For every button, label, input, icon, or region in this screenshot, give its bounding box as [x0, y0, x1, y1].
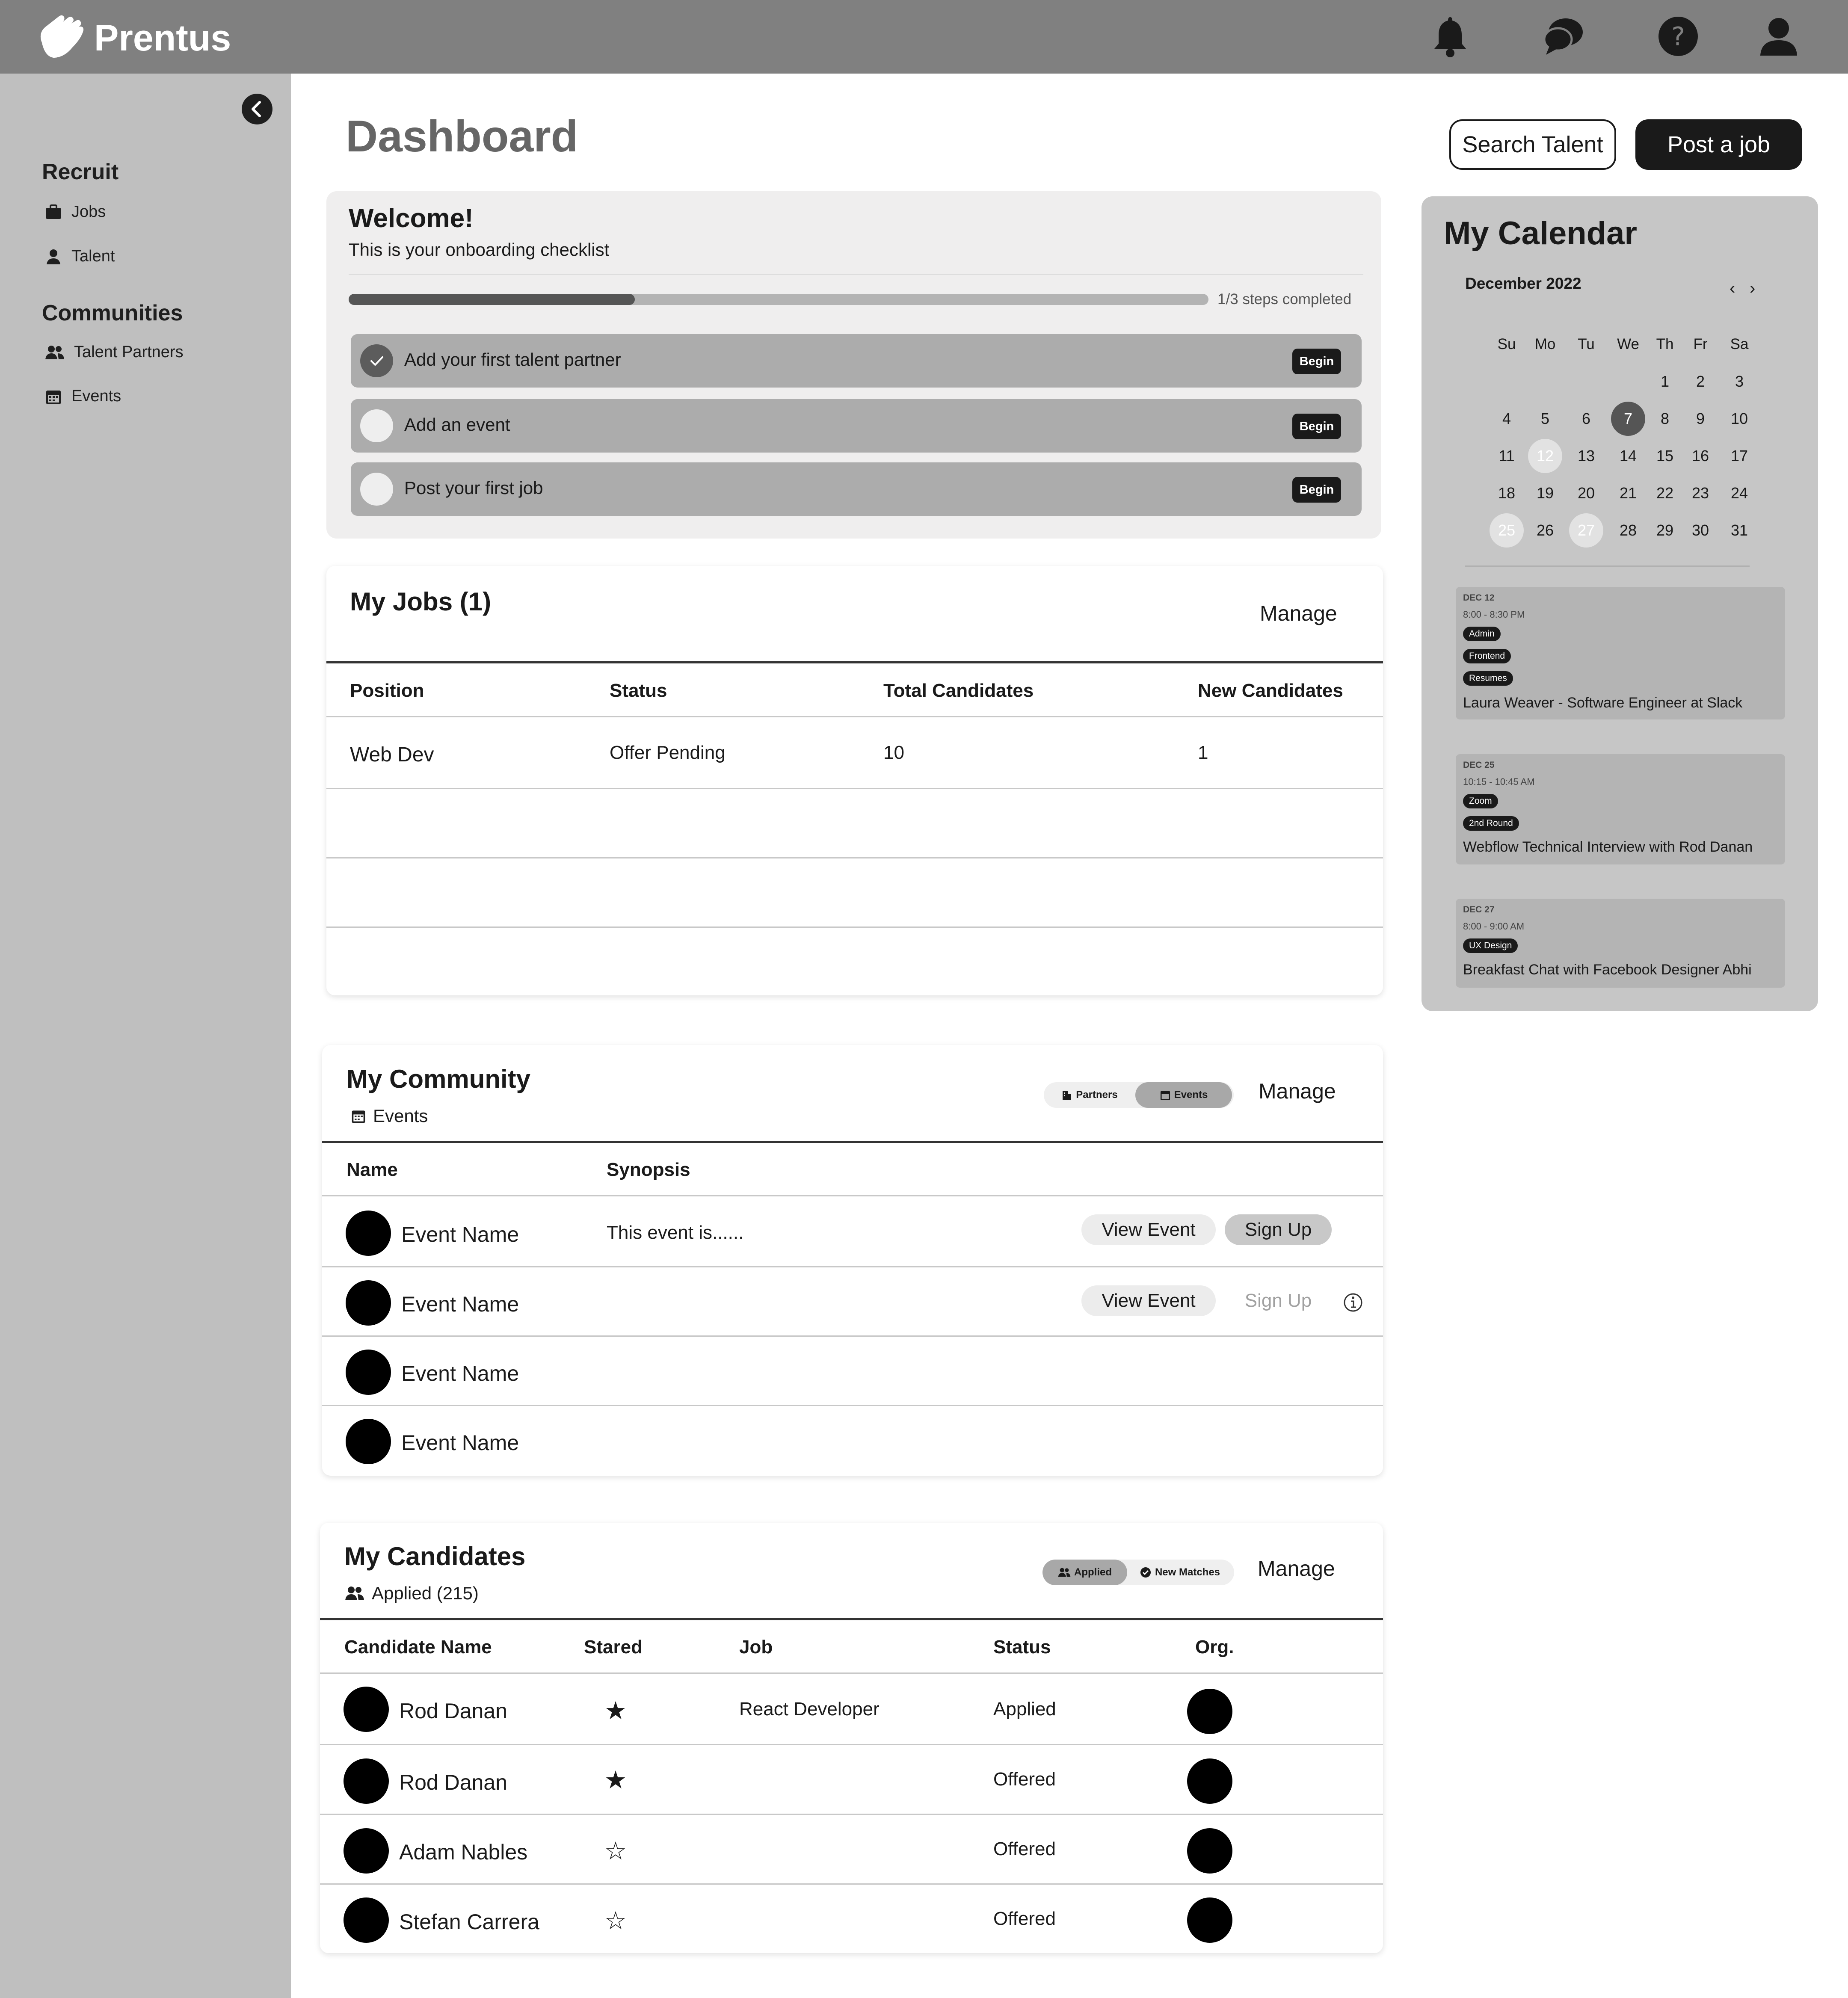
table-row[interactable]: [326, 717, 1383, 788]
candidate-name[interactable]: Rod Danan: [399, 1770, 507, 1794]
view-event-button[interactable]: View Event: [1081, 1285, 1216, 1316]
star-outline-icon[interactable]: ☆: [604, 1837, 627, 1865]
table-row[interactable]: [322, 1337, 1383, 1405]
toggle-events[interactable]: Events: [1135, 1082, 1232, 1108]
calendar-day[interactable]: 3: [1735, 373, 1744, 390]
column-header: Total Candidates: [883, 680, 1034, 701]
column-header: New Candidates: [1198, 680, 1343, 701]
candidate-avatar: [344, 1897, 389, 1943]
table-row[interactable]: [320, 1745, 1383, 1814]
calendar-event[interactable]: [1456, 899, 1785, 988]
calendar-day[interactable]: 25: [1490, 513, 1524, 548]
org-logo: [1187, 1828, 1232, 1874]
sidebar-item-label: Jobs: [71, 203, 106, 221]
divider: [322, 1141, 1383, 1143]
weekday-label: Mo: [1534, 336, 1556, 352]
step-label: Add an event: [404, 414, 510, 435]
sidebar-item-talent-partners[interactable]: [45, 343, 184, 361]
building-icon: [1061, 1089, 1072, 1101]
step-label: Post your first job: [404, 478, 543, 498]
chat-icon[interactable]: [1540, 13, 1587, 60]
begin-button[interactable]: Begin: [1292, 414, 1341, 439]
weekday-label: We: [1617, 336, 1639, 352]
event-title: Laura Weaver - Software Engineer at Slack: [1463, 695, 1743, 711]
event-avatar: [346, 1280, 391, 1326]
candidate-status: Offered: [993, 1769, 1056, 1790]
candidate-avatar: [344, 1828, 389, 1874]
svg-text:?: ?: [1671, 22, 1685, 52]
sidebar-heading-recruit: Recruit: [42, 160, 119, 184]
table-row[interactable]: [322, 1406, 1383, 1474]
sign-up-button[interactable]: Sign Up: [1225, 1214, 1332, 1245]
search-talent-button[interactable]: Search Talent: [1449, 119, 1616, 170]
event-time: 10:15 - 10:45 AM: [1463, 776, 1535, 787]
toggle-partners[interactable]: Partners: [1044, 1082, 1135, 1108]
calendar-day[interactable]: 9: [1696, 410, 1705, 427]
progress-bar: [349, 294, 1208, 305]
star-filled-icon[interactable]: ★: [604, 1697, 627, 1725]
checklist-step[interactable]: [351, 462, 1362, 516]
event-name[interactable]: Event Name: [401, 1362, 519, 1385]
calendar-day[interactable]: 11: [1499, 447, 1515, 465]
table-row[interactable]: [320, 1885, 1383, 1952]
candidate-name[interactable]: Adam Nables: [399, 1840, 528, 1864]
calendar-day[interactable]: 24: [1730, 484, 1748, 502]
event-name[interactable]: Event Name: [401, 1292, 519, 1316]
event-synopsis: This event is......: [607, 1222, 744, 1243]
candidates-subtitle-label: Applied (215): [372, 1583, 479, 1603]
column-header: Org.: [1195, 1637, 1234, 1658]
calendar-day[interactable]: 20: [1577, 484, 1595, 502]
job-status: Offer Pending: [610, 742, 726, 763]
community-subtitle: [351, 1106, 428, 1126]
divider: [326, 926, 1383, 928]
begin-button[interactable]: Begin: [1292, 477, 1341, 503]
calendar-day[interactable]: 13: [1577, 447, 1595, 465]
column-header: Stared: [584, 1637, 643, 1658]
calendar-day[interactable]: 15: [1656, 447, 1674, 465]
calendar-day[interactable]: 23: [1691, 484, 1709, 502]
event-tag: 2nd Round: [1463, 816, 1519, 831]
collapse-sidebar-button[interactable]: [242, 94, 272, 124]
weekday-label: Th: [1656, 336, 1674, 352]
calendar-day[interactable]: 12: [1528, 439, 1562, 473]
info-icon[interactable]: [1342, 1292, 1364, 1315]
event-date: DEC 25: [1463, 760, 1495, 770]
step-label: Add your first talent partner: [404, 349, 621, 370]
step-check-circle[interactable]: [360, 473, 393, 506]
check-circle-icon: [1140, 1566, 1152, 1578]
weekday-label: Su: [1497, 336, 1516, 352]
org-logo: [1187, 1897, 1232, 1943]
sidebar: [0, 74, 291, 1998]
toggle-applied[interactable]: Applied: [1042, 1560, 1127, 1585]
event-avatar: [346, 1211, 391, 1256]
table-row[interactable]: [320, 1815, 1383, 1883]
candidate-job: React Developer: [739, 1699, 880, 1720]
calendar-month: December 2022: [1465, 275, 1581, 292]
event-name[interactable]: Event Name: [401, 1222, 519, 1246]
calendar-day[interactable]: 8: [1660, 410, 1670, 427]
next-month-button[interactable]: ›: [1750, 279, 1756, 298]
checklist-step[interactable]: [351, 334, 1362, 388]
app-name[interactable]: Prentus: [94, 18, 231, 59]
people-icon: [45, 344, 65, 361]
prev-month-button[interactable]: ‹: [1730, 279, 1735, 298]
divider: [326, 661, 1383, 663]
candidates-subtitle: [344, 1583, 479, 1604]
calendar-icon: [1160, 1089, 1171, 1101]
bell-icon[interactable]: [1427, 13, 1474, 60]
calendar-day[interactable]: 4: [1502, 410, 1511, 427]
page-title: Dashboard: [346, 112, 578, 161]
calendar-day[interactable]: 22: [1656, 484, 1674, 502]
step-check-circle[interactable]: [360, 409, 393, 442]
community-manage-button[interactable]: Manage: [1259, 1079, 1336, 1103]
calendar-event[interactable]: [1456, 754, 1785, 864]
check-icon: [360, 344, 393, 377]
calendar-day[interactable]: 28: [1619, 521, 1637, 539]
event-title: Breakfast Chat with Facebook Designer Abhi: [1463, 962, 1752, 978]
sidebar-heading-communities: Communities: [42, 301, 183, 326]
event-avatar: [346, 1419, 391, 1464]
weekday-label: Fr: [1693, 336, 1708, 352]
calendar-day[interactable]: 29: [1656, 521, 1674, 539]
column-header: Status: [610, 680, 667, 701]
job-new-candidates: 1: [1198, 742, 1208, 763]
divider: [326, 857, 1383, 858]
people-icon: [344, 1585, 365, 1602]
divider: [326, 788, 1383, 789]
sidebar-item-events[interactable]: [45, 387, 121, 406]
calendar-day[interactable]: 2: [1696, 373, 1705, 390]
event-avatar: [346, 1350, 391, 1395]
calendar-day[interactable]: 27: [1569, 513, 1603, 548]
column-header: Synopsis: [607, 1159, 690, 1180]
table-row[interactable]: [322, 1196, 1383, 1266]
star-filled-icon[interactable]: ★: [604, 1766, 627, 1794]
people-icon: [1058, 1567, 1071, 1578]
candidates-manage-button[interactable]: Manage: [1258, 1557, 1335, 1581]
sidebar-item-talent[interactable]: [45, 247, 115, 266]
chevron-left-icon: [242, 94, 272, 124]
user-icon[interactable]: [1755, 13, 1802, 60]
event-tag: Frontend: [1463, 649, 1511, 663]
calendar-day[interactable]: 1: [1660, 373, 1670, 390]
my-candidates-title: My Candidates: [344, 1542, 526, 1571]
event-date: DEC 12: [1463, 593, 1495, 603]
community-toggle[interactable]: [1044, 1082, 1234, 1108]
calendar-day[interactable]: 10: [1730, 410, 1748, 427]
event-time: 8:00 - 9:00 AM: [1463, 921, 1525, 932]
candidate-name[interactable]: Rod Danan: [399, 1699, 507, 1723]
event-tag: UX Design: [1463, 938, 1518, 953]
view-event-button[interactable]: View Event: [1081, 1214, 1216, 1245]
candidates-toggle[interactable]: [1042, 1560, 1234, 1585]
event-tag: Zoom: [1463, 794, 1498, 808]
my-jobs-title: My Jobs (1): [350, 587, 492, 616]
calendar-day[interactable]: 7: [1611, 402, 1645, 436]
event-tag: Resumes: [1463, 671, 1513, 686]
calendar-icon: [45, 388, 62, 405]
column-header: Status: [993, 1637, 1051, 1658]
calendar-event[interactable]: [1456, 587, 1785, 719]
org-logo: [1187, 1758, 1232, 1804]
divider: [349, 274, 1363, 275]
job-position[interactable]: Web Dev: [350, 743, 434, 766]
calendar-day[interactable]: 14: [1619, 447, 1637, 465]
column-header: Job: [739, 1637, 773, 1658]
calendar-icon: [351, 1108, 366, 1124]
candidate-status: Offered: [993, 1908, 1056, 1929]
event-title: Webflow Technical Interview with Rod Danan: [1463, 839, 1753, 855]
sidebar-item-label: Events: [71, 387, 121, 405]
column-header: Name: [346, 1159, 398, 1180]
onboarding-subtitle: This is your onboarding checklist: [349, 240, 610, 260]
checklist-step[interactable]: [351, 399, 1362, 453]
event-name[interactable]: Event Name: [401, 1431, 519, 1455]
person-icon: [45, 248, 62, 265]
help-icon[interactable]: [1655, 13, 1702, 60]
progress-text: 1/3 steps completed: [1217, 291, 1352, 308]
table-row[interactable]: [322, 1267, 1383, 1335]
calendar-day[interactable]: 30: [1691, 521, 1709, 539]
post-job-button[interactable]: Post a job: [1635, 119, 1802, 170]
weekday-label: Sa: [1730, 336, 1749, 352]
calendar-day[interactable]: 21: [1619, 484, 1637, 502]
divider: [1465, 565, 1750, 567]
calendar-day[interactable]: 18: [1498, 484, 1516, 502]
briefcase-icon: [45, 204, 62, 220]
divider: [320, 1618, 1383, 1620]
event-time: 8:00 - 8:30 PM: [1463, 609, 1525, 620]
candidate-avatar: [344, 1758, 389, 1804]
calendar-day[interactable]: 5: [1540, 410, 1550, 427]
calendar-title: My Calendar: [1444, 215, 1637, 252]
progress-bar-fill: [349, 294, 635, 305]
column-header: Candidate Name: [344, 1637, 492, 1658]
community-subtitle-label: Events: [373, 1106, 428, 1126]
jobs-manage-button[interactable]: Manage: [1260, 601, 1337, 625]
calendar-day[interactable]: 16: [1691, 447, 1709, 465]
event-tag: Admin: [1463, 627, 1501, 641]
job-total-candidates: 10: [883, 742, 904, 763]
candidate-avatar: [344, 1687, 389, 1732]
begin-button[interactable]: Begin: [1292, 349, 1341, 374]
onboarding-title: Welcome!: [349, 204, 474, 233]
prentus-logo-icon[interactable]: [34, 13, 86, 62]
candidate-status: Applied: [993, 1699, 1056, 1720]
weekday-label: Tu: [1578, 336, 1595, 352]
sign-up-button-disabled: Sign Up: [1244, 1290, 1312, 1311]
step-check-circle[interactable]: [360, 344, 393, 377]
calendar-day[interactable]: 26: [1536, 521, 1554, 539]
event-date: DEC 27: [1463, 905, 1495, 915]
calendar-day[interactable]: 17: [1730, 447, 1748, 465]
sidebar-item-label: Talent: [71, 247, 115, 265]
calendar-day[interactable]: 6: [1581, 410, 1591, 427]
org-logo: [1187, 1689, 1232, 1734]
star-outline-icon[interactable]: ☆: [604, 1907, 627, 1935]
table-row[interactable]: [320, 1674, 1383, 1744]
my-community-title: My Community: [346, 1065, 531, 1093]
column-header: Position: [350, 680, 424, 701]
toggle-new-matches[interactable]: New Matches: [1127, 1560, 1232, 1585]
sidebar-item-jobs[interactable]: [45, 203, 106, 221]
calendar-day[interactable]: 19: [1536, 484, 1554, 502]
candidate-status: Offered: [993, 1838, 1056, 1859]
sidebar-item-label: Talent Partners: [74, 343, 184, 361]
candidate-name[interactable]: Stefan Carrera: [399, 1910, 539, 1934]
calendar-day[interactable]: 31: [1730, 521, 1748, 539]
